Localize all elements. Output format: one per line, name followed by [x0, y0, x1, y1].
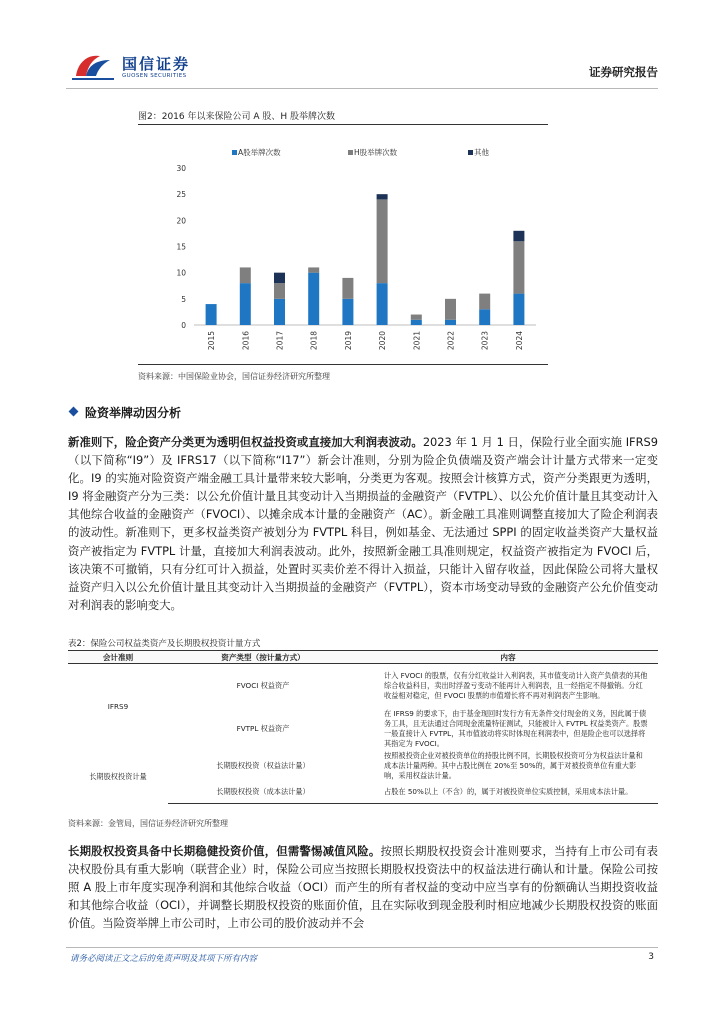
bar-segment — [274, 299, 285, 325]
bar-segment — [513, 231, 524, 241]
group-cell-ifrs9: IFRS9 — [107, 701, 129, 711]
figure-title: 图2：2016 年以来保险公司 A 股、H 股举牌次数 — [138, 112, 335, 122]
y-tick-label: 5 — [181, 294, 186, 304]
figure-source: 资料来源：中国保险业协会，国信证券经济研究所整理 — [138, 372, 330, 381]
page-header — [66, 48, 658, 90]
group-cell-equity-investment: 长期股权投资计量 — [89, 771, 147, 781]
x-tick-label: 2023 — [480, 331, 490, 351]
content-cell: 按照被投资企业对被投资单位的持股比例不同，长期股权投资可分为权益法计量和成本法计量两种。其中占股比例在 20%至 50%的，属于对被投资单位有重大影响，采用权益法计量。 — [384, 750, 643, 780]
paragraph-accounting — [68, 433, 658, 614]
bar-chart — [138, 140, 548, 360]
bar-segment — [411, 320, 422, 325]
footer-disclaimer: 请务必阅读正文之后的免责声明及其项下所有内容 — [70, 954, 258, 964]
x-tick-label: 2015 — [207, 331, 217, 351]
section-heading — [70, 404, 181, 421]
x-tick-label: 2019 — [343, 331, 353, 351]
bar-segment — [445, 320, 456, 325]
bar-segment — [308, 267, 319, 272]
table-row — [68, 750, 658, 782]
figure-bottom-rule — [138, 364, 548, 365]
table-title: 表2：保险公司权益类资产及长期股权投资计量方式 — [68, 639, 261, 649]
bar-segment — [513, 241, 524, 293]
paragraph-lead: 长期股权投资具备中长期稳健投资价值，但需警惕减值风险。 — [68, 844, 381, 858]
table-source: 资料来源：金管局，国信证券经济研究所整理 — [68, 819, 228, 828]
table-row — [68, 664, 658, 709]
brand-name-en: GUOSEN SECURITIES — [122, 73, 187, 79]
asset-type-cell: 长期股权投资（权益法计量） — [216, 760, 310, 770]
bar-segment — [445, 299, 456, 320]
y-tick-label: 15 — [176, 242, 186, 252]
legend-swatch — [468, 150, 473, 155]
legend-swatch — [348, 150, 353, 155]
bar-segment — [240, 283, 251, 325]
paragraph-body: 2023 年 1 月 1 日，保险行业全面实施 IFRS9（以下简称“I9”）及 IFRS17（以下简称“I17”）新会计准则，分别为险企负债端及资产端会计计量方式带来一定变化。I9 的实施对险资资产端金融工具计量带来较大影响，分类更为客观。按照会计核算方式，资产分类跟更为透明，I9 将金融资产分为三类：以公允价值计量且其变动计入当期损益的金融资产（FVTPL）、以公允价值计量且其变动计入其他综合收益的金融资产（FVOCI）、以摊余成本计量的金融资产（AC）。新金融工具准则调整直接加大了险企利润表的波动性。新准则下，更多权益类资产被划分为 FVTPL 科目，例如基金、无法通过 SPPI 的固定收益类资产大量权益资产被指定为 FVTPL 计量，直接加大利润表波动。此外，按照新金融工具准则规定，权益资产被指定为 FVOCI 后，该决策不可撤销，只有分红可计入损益，处置时买卖价差不得计入损益，只能计入留存收益，因此保险公司将大量权益资产归入以公允价值计量且其变动计入当期损益的金融资产（FVTPL），资本市场变动导致的金融资产公允价值变动对利润表的影响变大。 — [68, 435, 658, 612]
asset-type-cell: FVTPL 权益资产 — [236, 724, 290, 733]
y-tick-label: 25 — [176, 190, 186, 200]
table-header-cell: 资产类型（按计量方式） — [168, 651, 358, 664]
legend-swatch — [232, 150, 237, 155]
bar-segment — [377, 194, 388, 199]
bar-segment — [274, 273, 285, 283]
x-tick-label: 2024 — [514, 331, 524, 351]
bar-segment — [479, 294, 490, 310]
x-tick-label: 2017 — [275, 331, 285, 351]
bar-segment — [342, 299, 353, 325]
y-tick-label: 10 — [176, 268, 186, 278]
asset-type-cell: 长期股权投资（成本法计量） — [168, 782, 358, 804]
footer-divider — [66, 947, 658, 948]
table-header-row — [68, 651, 658, 664]
x-tick-label: 2020 — [378, 331, 388, 351]
content-cell: 占股在 50%以上（不含）的，属于对被投资单位实质控制，采用成本法计量。 — [358, 782, 658, 804]
content-cell: 计入 FVOCI 的股票，仅有分红收益计入利润表，其市值变动计入资产负债表的其他综合收益科目，卖出时浮盈亏变动不能再计入利润表，且一经指定不得撤销。分红收益相对稳定，但 FVOCI 股票的市值增长将不再对利润表产生影响。 — [384, 671, 648, 701]
page-number: 3 — [648, 952, 654, 962]
bar-segment — [308, 273, 319, 325]
paragraph-body: 按照长期股权投资会计准则要求，当持有上市公司有表决权股份具有重大影响（联营企业）时，保险公司应当按照长期股权投资法中的权益法进行确认和计量。保险公司按照 A 股上市年度实现净利润和其他综合收益（OCI）而产生的所有者权益的变动中应当享有的份额确认当期投资收益和其他综合收益（OCI），并调整长期股权投资的账面价值，且在实际收到现金股利时相应地减少长期股权投资的账面价值。当险资举牌上市公司时，上市公司的股价波动并不会 — [68, 844, 658, 931]
diamond-bullet-icon — [69, 407, 79, 417]
legend-label: A股举牌次数 — [238, 148, 281, 157]
header-divider — [66, 88, 658, 89]
bar-segment — [377, 199, 388, 283]
bar-segment — [274, 283, 285, 299]
bar-segment — [411, 315, 422, 320]
asset-type-cell: FVOCI 权益资产 — [236, 681, 290, 691]
x-tick-label: 2018 — [309, 331, 319, 351]
x-tick-label: 2021 — [412, 331, 422, 351]
y-tick-label: 30 — [176, 164, 186, 173]
bar-segment — [479, 309, 490, 325]
y-tick-label: 20 — [176, 216, 186, 226]
table-header-cell: 内容 — [358, 651, 658, 664]
table-header-cell: 会计准则 — [68, 651, 168, 664]
legend-label: 其他 — [474, 148, 489, 157]
x-tick-label: 2016 — [241, 331, 251, 351]
content-cell: 在 IFRS9 的要求下，由于基金现回时发行方有无条件交付现金的义务，因此属于债务工具，且无法通过合同现金流量特征测试，只能被计入 FVTPL 权益类资产。股票一般直接计入 FVTPL，其市值波动将实时体现在利润表中，但是险企也可以选择将其指定为 FVOCI。 — [384, 709, 648, 748]
figure-top-rule — [138, 124, 548, 125]
y-tick-label: 0 — [181, 321, 186, 330]
bar-segment — [513, 294, 524, 325]
paragraph-lead: 新准则下，险企资产分类更为透明但权益投资或直接加大利润表波动。 — [68, 435, 423, 449]
bar-segment — [342, 278, 353, 299]
legend-label: H股举牌次数 — [354, 148, 398, 157]
section-heading-text: 险资举牌动因分析 — [85, 406, 182, 420]
bar-segment — [240, 267, 251, 283]
logo-mark-icon — [66, 48, 118, 84]
paragraph-equity-investment — [68, 842, 658, 932]
bar-segment — [377, 283, 388, 325]
bar-segment — [206, 304, 217, 325]
measurement-table — [68, 650, 658, 804]
report-type-label: 证券研究报告 — [589, 65, 658, 79]
brand-name-cn: 国信证券 — [122, 55, 191, 73]
brand-logo — [66, 48, 266, 88]
x-tick-label: 2022 — [446, 331, 456, 351]
